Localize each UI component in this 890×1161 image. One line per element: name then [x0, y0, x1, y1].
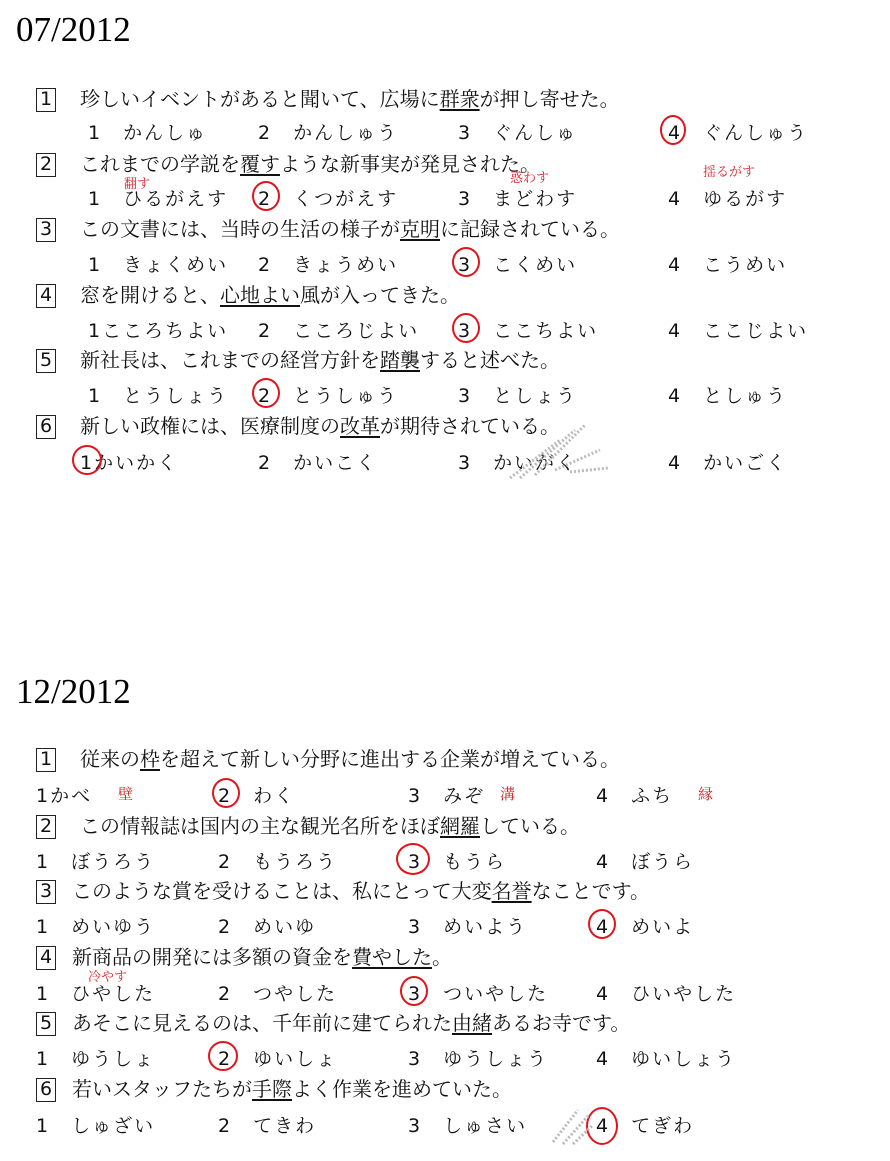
- handwritten-note: 惑わす: [510, 171, 550, 186]
- option-2: 2 きょうめい: [258, 254, 399, 276]
- option-3: 3 ついやした: [408, 983, 549, 1005]
- question-number: 5: [36, 349, 56, 373]
- option-1: 1 ひるがえす: [88, 188, 229, 210]
- question-number: 3: [36, 880, 56, 904]
- section-title: 12/2012: [16, 672, 131, 711]
- question-text: この情報誌は国内の主な観光名所をほぼ網羅している。: [80, 814, 580, 838]
- question-text: 新しい政権には、医療制度の改革が期待されている。: [80, 414, 560, 438]
- option-3: 3 ここちよい: [458, 320, 599, 342]
- answer-circle: [588, 909, 616, 939]
- answer-circle: [208, 1041, 238, 1071]
- option-2: 2 くつがえす: [258, 188, 399, 210]
- target-word: 枠: [140, 747, 160, 771]
- question-text: このような賞を受けることは、私にとって大変名誉なことです。: [72, 879, 651, 903]
- question-number: 6: [36, 415, 56, 439]
- option-1: 1かべ: [36, 785, 93, 807]
- handwritten-note: 揺るがす: [703, 165, 756, 180]
- option-3: 3 まどわす: [458, 188, 578, 210]
- option-3: 3 ゆうしょう: [408, 1048, 549, 1070]
- question-text: この文書には、当時の生活の様子が克明に記録されている。: [80, 217, 620, 241]
- target-word: 心地よい: [220, 283, 300, 307]
- question-number: 2: [36, 153, 56, 177]
- question-text: あそこに見えるのは、千年前に建てられた由緒あるお寺です。: [72, 1011, 631, 1035]
- option-1: 1 とうしょう: [88, 385, 229, 407]
- option-2: 2 てきわ: [218, 1115, 317, 1137]
- answer-circle: [452, 313, 480, 343]
- section-title: 07/2012: [16, 10, 131, 49]
- option-2: 2 ゆいしょ: [218, 1048, 338, 1070]
- option-3: 3 めいよう: [408, 916, 528, 938]
- target-word: 手際: [252, 1077, 292, 1101]
- handwritten-note: 冷やす: [88, 970, 128, 985]
- question-number: 1: [36, 88, 56, 112]
- option-2: 2 かいこく: [258, 452, 378, 474]
- answer-circle: [452, 247, 480, 277]
- target-word: 名誉: [491, 879, 532, 903]
- option-2: 2 もうろう: [218, 851, 338, 873]
- option-4: 4 ここじよい: [668, 320, 809, 342]
- option-1: 1 ぼうろう: [36, 851, 156, 873]
- option-4: 4 かいごく: [668, 452, 788, 474]
- question-number: 4: [36, 946, 56, 970]
- target-word: 覆す: [240, 152, 280, 176]
- answer-circle: [252, 378, 280, 408]
- option-2: 2 つやした: [218, 983, 338, 1005]
- question-text: 新社長は、これまでの経営方針を踏襲すると述べた。: [80, 348, 560, 372]
- option-4: 4 ぼうら: [596, 851, 695, 873]
- option-2: 2 かんしゅう: [258, 122, 399, 144]
- question-number: 1: [36, 748, 56, 772]
- option-4: 4 ふち: [596, 785, 674, 807]
- option-3: 3 こくめい: [458, 254, 578, 276]
- answer-circle: [252, 181, 280, 211]
- answer-circle: [72, 445, 102, 475]
- target-word: 由緒: [452, 1011, 492, 1035]
- question-text: 窓を開けると、心地よい風が入ってきた。: [80, 283, 460, 307]
- option-2: 2 わく: [218, 785, 296, 807]
- answer-circle: [400, 976, 428, 1006]
- handwritten-note: 縁: [698, 785, 714, 803]
- question-number: 6: [36, 1078, 56, 1102]
- option-1: 1 ひやした: [36, 983, 156, 1005]
- option-1: 1 めいゆう: [36, 916, 156, 938]
- question-text: これまでの学説を覆すような新事実が発見された。: [80, 152, 540, 176]
- option-4: 4 こうめい: [668, 254, 788, 276]
- question-text: 若いスタッフたちが手際よく作業を進めていた。: [72, 1077, 512, 1101]
- target-word: 網羅: [440, 814, 480, 838]
- option-1: 1 しゅざい: [36, 1115, 156, 1137]
- option-1: 1 かんしゅ: [88, 122, 208, 144]
- option-2: 2 こころじよい: [258, 320, 420, 342]
- option-3: 3 しゅさい: [408, 1115, 528, 1137]
- answer-circle: [396, 843, 430, 875]
- answer-circle: [660, 115, 686, 145]
- question-number: 4: [36, 284, 56, 308]
- option-4: 4 ひいやした: [596, 983, 737, 1005]
- handwritten-note: 溝: [500, 785, 516, 803]
- question-number: 2: [36, 815, 56, 839]
- option-2: 2 とうしゅう: [258, 385, 399, 407]
- option-2: 2 めいゆ: [218, 916, 317, 938]
- target-word: 踏襲: [380, 348, 420, 372]
- option-1: 1こころちよい: [88, 320, 229, 342]
- option-1: 1かいかく: [80, 452, 179, 474]
- question-text: 新商品の開発には多額の資金を費やした。: [72, 945, 452, 969]
- target-word: 改革: [340, 414, 380, 438]
- option-3: 3 みぞ: [408, 785, 486, 807]
- target-word: 群衆: [439, 87, 480, 111]
- option-3: 3 としょう: [458, 385, 578, 407]
- pencil-scribble-mark: [500, 410, 620, 485]
- question-text: 従来の枠を超えて新しい分野に進出する企業が増えている。: [80, 747, 620, 771]
- target-word: 克明: [400, 217, 440, 241]
- option-4: 4 としゅう: [668, 385, 788, 407]
- question-text: 珍しいイベントがあると聞いて、広場に群衆が押し寄せた。: [80, 87, 620, 111]
- option-3: 3 ぐんしゅ: [458, 122, 578, 144]
- option-4: 4 めいよ: [596, 916, 695, 938]
- option-4: 4 ぐんしゅう: [668, 122, 809, 144]
- option-1: 1 ゆうしょ: [36, 1048, 156, 1070]
- option-4: 4 ゆるがす: [668, 188, 788, 210]
- option-1: 1 きょくめい: [88, 254, 229, 276]
- question-number: 5: [36, 1012, 56, 1036]
- handwritten-note: 壁: [118, 785, 134, 803]
- handwritten-note: 翻す: [124, 177, 151, 192]
- answer-circle: [212, 778, 240, 808]
- option-3: 3 かいがく: [458, 452, 578, 474]
- pencil-scribble-mark: [548, 1102, 598, 1147]
- question-number: 3: [36, 218, 56, 242]
- target-word: 費やした: [352, 945, 432, 969]
- option-4: 4 てぎわ: [596, 1115, 695, 1137]
- option-3: 3 もうら: [408, 851, 507, 873]
- option-4: 4 ゆいしょう: [596, 1048, 737, 1070]
